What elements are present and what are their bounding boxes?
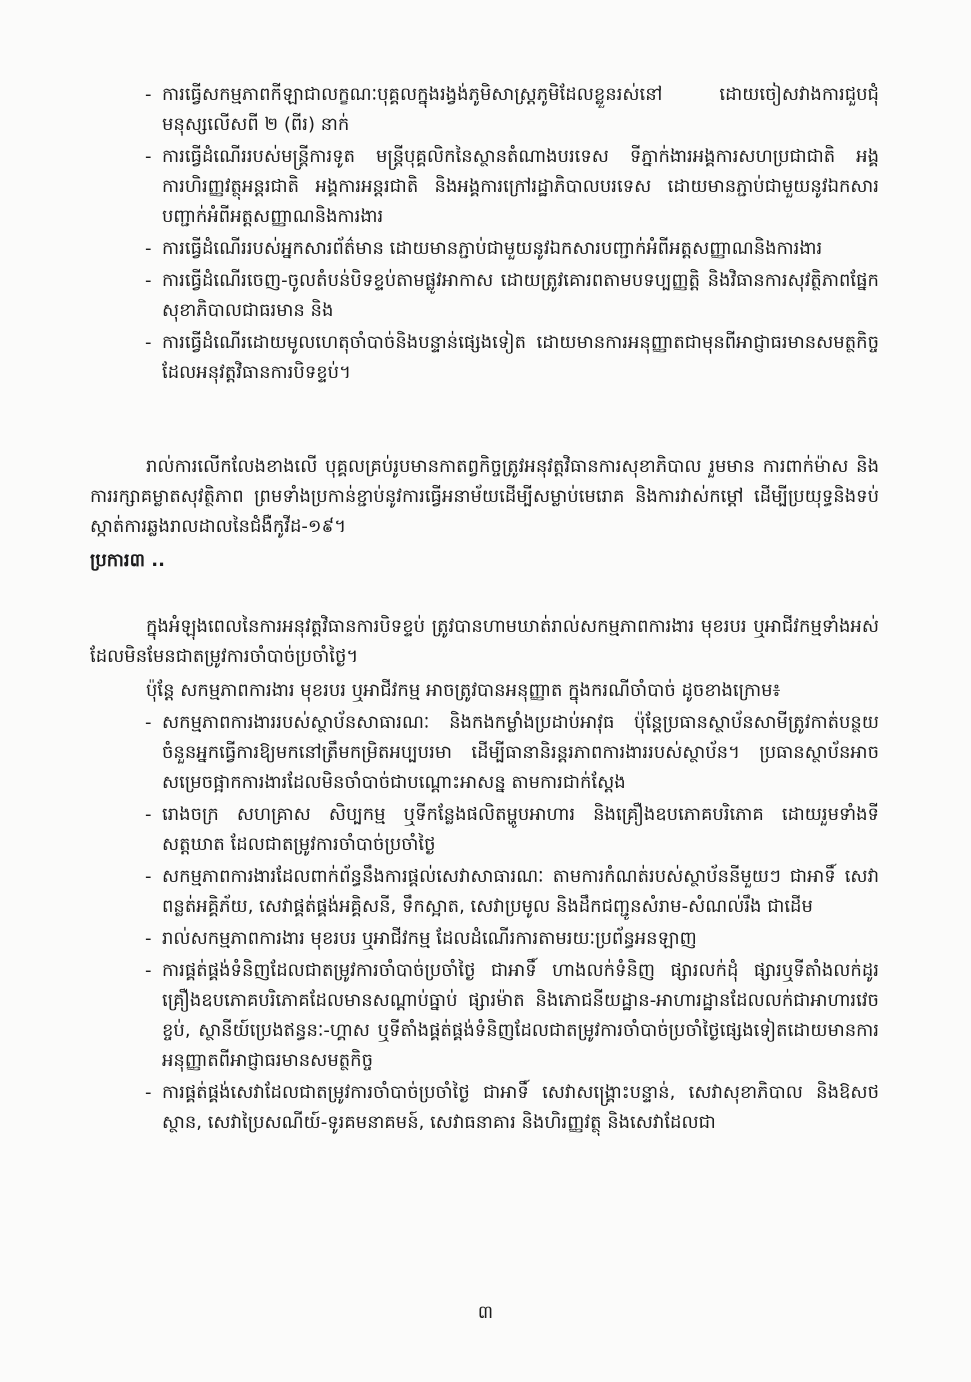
list-dash: - <box>145 866 152 887</box>
list-item <box>90 956 879 1076</box>
list-dash: - <box>145 712 152 733</box>
exemptions-block <box>90 452 879 582</box>
list-item <box>90 328 879 388</box>
list-item-text: ការធ្វើដំណើររបស់មន្ត្រីការទូត មន្ត្រីបុគ្គលិកនៃស្ថានតំណាងបរទេស ទីភ្នាក់ងារអង្គការសហប្រជាជាតិ អង្គការហិរញ្ញវត្ថុអន្តរជាតិ អង្គការអន្តរជាតិ និងអង្គការក្រៅរដ្ឋាភិបាលបរទេស ដោយមានភ្ជាប់ជាមួយនូវឯកសារបញ្ជាក់អំពីអត្តសញ្ញាណនិងការងារ <box>162 146 879 227</box>
list-dash: - <box>145 960 152 981</box>
list-item-text: ការធ្វើដំណើរដោយមូលហេតុចាំបាច់និងបន្ទាន់ផ្សេងទៀត ដោយមានការអនុញ្ញាតជាមុនពីអាជ្ញាធរមានសមត្ថកិច្ចដែលអនុវត្តវិធានការបិទខ្ទប់។ <box>162 332 879 383</box>
page-number: ៣ <box>477 1302 494 1323</box>
list-dash: - <box>145 84 152 105</box>
list-dash: - <box>145 1082 152 1103</box>
article-body <box>90 612 879 1140</box>
list-item <box>90 234 879 264</box>
list-item <box>90 708 879 798</box>
list-item <box>90 924 879 954</box>
list-item <box>90 1078 879 1138</box>
list-dash: - <box>145 146 152 167</box>
list-item-text: ការធ្វើដំណើររបស់អ្នកសារព័ត៌មាន ដោយមានភ្ជាប់ជាមួយនូវឯកសារបញ្ជាក់អំពីអត្តសញ្ញាណនិងការងារ <box>162 238 823 259</box>
article-paragraph-1: ក្នុងអំឡុងពេលនៃការអនុវត្តវិធានការបិទខ្ទប់ ត្រូវបានហាមឃាត់រាល់សកម្មភាពការងារ មុខរបរ ឬអាជីវកម្មទាំងអស់ ដែលមិនមែនជាតម្រូវការចាំបាច់ប្រចាំថ្ងៃ។ <box>90 616 879 667</box>
list-item <box>90 266 879 326</box>
list-item-text: រោងចក្រ សហគ្រាស សិប្បកម្ម ឬទីកន្លែងផលិតម្ហូបអាហារ និងគ្រឿងឧបភោគបរិភោគ ដោយរួមទាំងទីសត្តឃាត ដែលជាតម្រូវការចាំបាច់ប្រចាំថ្ងៃ <box>162 804 879 855</box>
list-item <box>90 800 879 860</box>
top-list <box>90 80 879 390</box>
list-item-text: ការធ្វើដំណើរចេញ-ចូលតំបន់បិទខ្ទប់តាមផ្លូវអាកាស ដោយត្រូវគោរពតាមបទប្បញ្ញត្តិ និងវិធានការសុវត្ថិភាពផ្នែកសុខាភិបាលជាធរមាន និង <box>162 270 879 321</box>
list-item-text: ការផ្គត់ផ្គង់ទំនិញដែលជាតម្រូវការចាំបាច់ប្រចាំថ្ងៃ ជាអាទិ៍ ហាងលក់ទំនិញ ផ្សារលក់ដុំ ផ្សារឬទីតាំងលក់ដូរគ្រឿងឧបភោគបរិភោគដែលមានសណ្ដាប់ធ្នាប់ ផ្សារម៉ាត និងភោជនីយដ្ឋាន-អាហារដ្ឋានដែលលក់ជាអាហារវេចខ្ចប់, ស្ថានីយ៍ប្រេងឥន្ធនៈ-ហ្គាស ឬទីតាំងផ្គត់ផ្គង់ទំនិញដែលជាតម្រូវការចាំបាច់ប្រចាំថ្ងៃផ្សេងទៀតដោយមានការអនុញ្ញាតពីអាជ្ញាធរមានសមត្ថកិច្ច <box>162 960 879 1071</box>
list-dash: - <box>145 270 152 291</box>
list-item <box>90 862 879 922</box>
article-paragraph-2: ប៉ុន្តែ សកម្មភាពការងារ មុខរបរ ឬអាជីវកម្ម អាចត្រូវបានអនុញ្ញាត ក្នុងករណីចាំបាច់ ដូចខាងក្រោម៖ <box>146 680 781 701</box>
list-dash: - <box>145 238 152 259</box>
list-dash: - <box>145 928 152 949</box>
list-item-text: សកម្មភាពការងារដែលពាក់ព័ន្ធនឹងការផ្ដល់សេវាសាធារណៈ តាមការកំណត់របស់ស្ថាប័ននីមួយៗ ជាអាទិ៍ សេវាពន្លត់អគ្គិភ័យ, សេវាផ្គត់ផ្គង់អគ្គិសនី, ទឹកស្អាត, សេវាប្រមូល និងដឹកជញ្ជូនសំរាម-សំណល់រឹង ជាដើម <box>162 866 879 917</box>
list-item-text: រាល់សកម្មភាពការងារ មុខរបរ ឬអាជីវកម្ម ដែលដំណើរការតាមរយៈប្រព័ន្ធអនឡាញ <box>162 928 697 949</box>
exemptions-paragraph: រាល់ការលើកលែងខាងលើ បុគ្គលគ្រប់រូបមានកាតព្វកិច្ចត្រូវអនុវត្តវិធានការសុខាភិបាល រួមមាន ការពាក់ម៉ាស និងការរក្សាគម្លាតសុវត្ថិភាព ព្រមទាំងប្រកាន់ខ្ជាប់នូវការធ្វើអនាម័យដើម្បីសម្លាប់មេរោគ និងការវាស់កម្ដៅ ដើម្បីប្រយុទ្ធនិងទប់ស្កាត់ការឆ្លងរាលដាលនៃជំងឺកូវីដ-១៩។ <box>90 456 879 537</box>
article-heading: ប្រការ៣ .. <box>90 550 165 571</box>
list-dash: - <box>145 804 152 825</box>
list-item <box>90 142 879 232</box>
list-item-text: សកម្មភាពការងាររបស់ស្ថាប័នសាធារណៈ និងកងកម្លាំងប្រដាប់អាវុធ ប៉ុន្តែប្រធានស្ថាប័នសាមីត្រូវកាត់បន្ថយចំនួនអ្នកធ្វើការឱ្យមកនៅត្រឹមកម្រិតអប្បបរមា ដើម្បីធានានិរន្តរភាពការងាររបស់ស្ថាប័ន។ ប្រធានស្ថាប័នអាចសម្រេចផ្អាកការងារដែលមិនចាំបាច់ជាបណ្ដោះអាសន្ន តាមការជាក់ស្ដែង <box>162 712 879 793</box>
list-dash: - <box>145 332 152 353</box>
list-item <box>90 80 879 140</box>
list-item-text: ការផ្គត់ផ្គង់សេវាដែលជាតម្រូវការចាំបាច់ប្រចាំថ្ងៃ ជាអាទិ៍ សេវាសង្គ្រោះបន្ទាន់, សេវាសុខាភិបាល និងឱសថស្ថាន, សេវាប្រៃសណីយ៍-ទូរគមនាគមន៍, សេវាធនាគារ និងហិរញ្ញវត្ថុ និងសេវាដែលជា <box>162 1082 879 1133</box>
list-item-text: ការធ្វើសកម្មភាពកីឡាជាលក្ខណៈបុគ្គលក្នុងរង្វង់ភូមិសាស្ត្រភូមិដែលខ្លួនរស់នៅ ដោយចៀសវាងការជួបជុំមនុស្សលើសពី ២ (ពីរ) នាក់ <box>162 84 879 135</box>
